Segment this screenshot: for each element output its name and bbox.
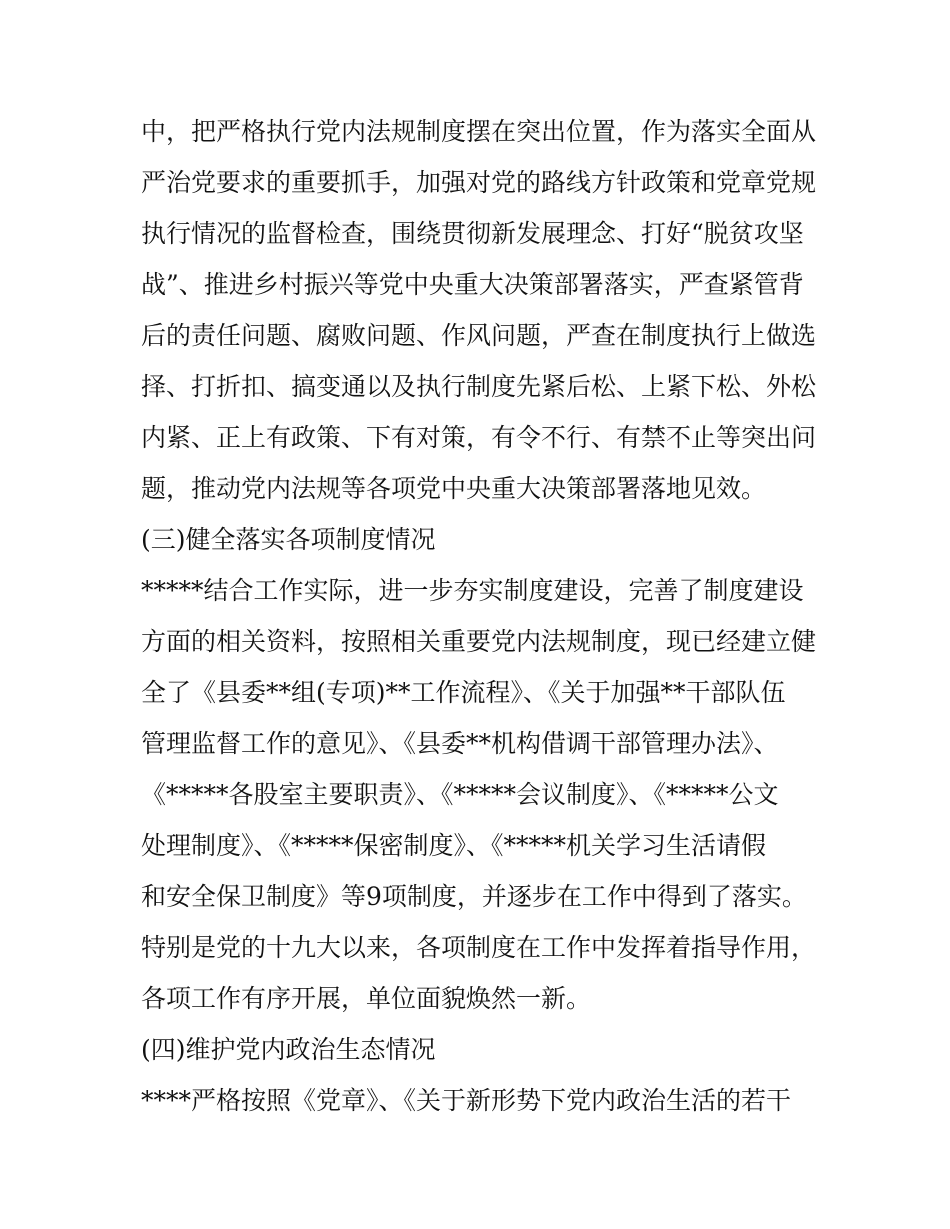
- text-line: 特别是党的十九大以来，各项制度在工作中发挥着指导作用，: [141, 933, 817, 962]
- text-line: 管理监督工作的意见》、《县委**机构借调干部管理办法》、: [141, 729, 779, 758]
- text-line: 择、打折扣、搞变通以及执行制度先紧后松、上紧下松、外松: [141, 372, 817, 401]
- text-line: 《*****各股室主要职责》、《*****会议制度》、《*****公文: [141, 780, 779, 809]
- text-line: *****结合工作实际，进一步夯实制度建设，完善了制度建设: [141, 576, 804, 605]
- text-line: 全了《县委**组(专项)**工作流程》、《关于加强**干部队伍: [141, 678, 786, 707]
- text-line: 内紧、正上有政策、下有对策，有令不行、有禁不止等突出问: [141, 423, 817, 452]
- text-line: 题，推动党内法规等各项党中央重大决策部署落地见效。: [141, 474, 767, 503]
- section-heading-3: (三)健全落实各项制度情况: [141, 525, 436, 554]
- text-line: 各项工作有序开展，单位面貌焕然一新。: [141, 984, 592, 1013]
- text-line: 方面的相关资料，按照相关重要党内法规制度，现已经建立健: [141, 627, 817, 656]
- section-heading-4: (四)维护党内政治生态情况: [141, 1035, 436, 1064]
- text-line: 处理制度》、《*****保密制度》、《*****机关学习生活请假: [141, 831, 767, 860]
- text-line: 中，把严格执行党内法规制度摆在突出位置，作为落实全面从: [141, 117, 817, 146]
- document-body: [141, 106, 816, 1126]
- text-line: 执行情况的监督检查，围绕贯彻新发展理念、打好“脱贫攻坚: [141, 219, 804, 248]
- text-line: 严治党要求的重要抓手，加强对党的路线方针政策和党章党规: [141, 168, 817, 197]
- text-line: ****严格按照《党章》、《关于新形势下党内政治生活的若干: [141, 1086, 792, 1115]
- text-line: 和安全保卫制度》等9项制度，并逐步在工作中得到了落实。: [141, 882, 807, 911]
- text-line: 后的责任问题、腐败问题、作风问题，严查在制度执行上做选: [141, 321, 817, 350]
- text-line: 战”、推进乡村振兴等党中央重大决策部署落实，严查紧管背: [141, 270, 804, 299]
